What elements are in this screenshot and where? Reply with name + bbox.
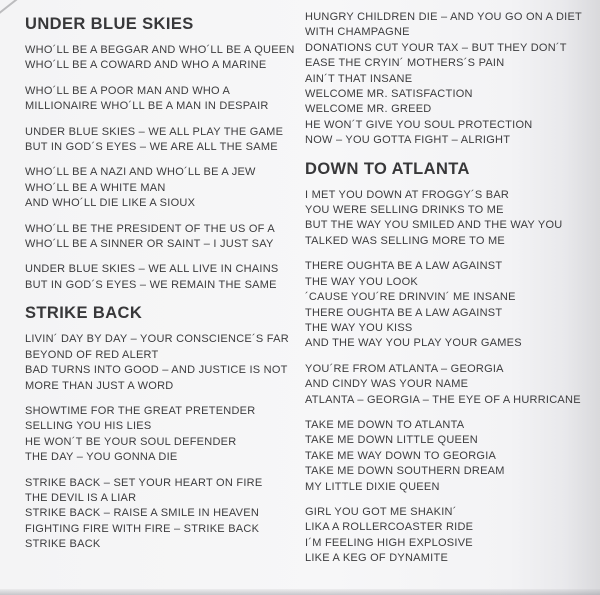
lyric-line: HUNGRY CHILDREN DIE – AND YOU GO ON A DIET <box>305 11 583 23</box>
lyric-line: HE WON´T BE YOUR SOUL DEFENDER <box>25 435 237 448</box>
lyric-line: HE WON´T GIVE YOU SOUL PROTECTION <box>305 118 533 131</box>
lyric-line: TALKED WAS SELLING MORE TO ME <box>305 234 505 247</box>
lyrics-stanza <box>305 10 593 149</box>
lyrics-stanza <box>305 362 593 408</box>
lyric-line: AIN´T THAT INSANE <box>305 72 413 85</box>
lyric-line: FIGHTING FIRE WITH FIRE – STRIKE BACK <box>25 522 260 535</box>
lyric-line: WHO´LL BE A NAZI AND WHO´LL BE A JEW <box>25 166 256 179</box>
lyric-line: WHO´LL BE A POOR MAN AND WHO A <box>25 84 231 97</box>
lyric-line: YOU WERE SELLING DRINKS TO ME <box>305 204 504 217</box>
lyric-line: I´M FEELING HIGH EXPLOSIVE <box>305 536 473 549</box>
lyrics-stanza <box>305 505 593 567</box>
lyric-line: THERE OUGHTA BE A LAW AGAINST <box>305 306 503 319</box>
lyric-line: TAKE ME DOWN LITTLE QUEEN <box>305 434 478 447</box>
lyric-line: EASE THE CRYIN´ MOTHERS´S PAIN <box>305 57 505 70</box>
lyric-line: BUT IN GOD´S EYES – WE ARE ALL THE SAME <box>25 141 278 154</box>
lyric-line: MORE THAN JUST A WORD <box>25 379 174 392</box>
lyrics-stanza <box>25 262 297 293</box>
lyric-line: GIRL YOU GOT ME SHAKIN´ <box>305 505 457 518</box>
lyrics-stanza <box>25 222 297 253</box>
lyrics-stanza <box>25 43 297 74</box>
lyric-line: STRIKE BACK – SET YOUR HEART ON FIRE <box>25 476 263 489</box>
lyric-line: WHO´LL BE A COWARD AND WHO A MARINE <box>25 59 267 72</box>
lyric-line: WHO´LL BE A WHITE MAN <box>25 181 166 194</box>
lyric-line: NOW – YOU GOTTA FIGHT – ALRIGHT <box>305 134 511 147</box>
lyric-line: THE WAY YOU LOOK <box>305 275 419 288</box>
lyric-line: BAD TURNS INTO GOOD – AND JUSTICE IS NOT <box>25 364 288 377</box>
lyric-line: LIVIN´ DAY BY DAY – YOUR CONSCIENCE´S FAR <box>25 333 289 346</box>
lyrics-stanza <box>25 165 297 211</box>
lyrics-stanza <box>305 418 593 495</box>
lyrics-stanza <box>25 476 297 553</box>
lyrics-stanza <box>305 259 593 351</box>
lyrics-column-left <box>25 14 297 563</box>
lyric-line: ´CAUSE YOU´RE DRINVIN´ ME INSANE <box>305 291 516 304</box>
lyric-line: MY LITTLE DIXIE QUEEN <box>305 480 440 493</box>
song-title: UNDER BLUE SKIES <box>25 15 194 33</box>
lyric-line: UNDER BLUE SKIES – WE ALL LIVE IN CHAINS <box>25 263 279 276</box>
lyric-line: WELCOME MR. SATISFACTION <box>305 88 473 101</box>
lyric-line: SHOWTIME FOR THE GREAT PRETENDER <box>25 404 256 417</box>
lyric-line: I MET YOU DOWN AT FROGGY´S BAR <box>305 188 510 201</box>
song-title: STRIKE BACK <box>25 304 143 323</box>
lyrics-stanza <box>25 332 297 394</box>
lyric-line: THERE OUGHTA BE A LAW AGAINST <box>305 260 503 273</box>
lyric-line: UNDER BLUE SKIES – WE ALL PLAY THE GAME <box>25 125 284 138</box>
lyric-line: BEYOND OF RED ALERT <box>25 348 159 361</box>
lyric-line: WHO´LL BE A SINNER OR SAINT – I JUST SAY <box>25 238 274 251</box>
lyric-line: WELCOME MR. GREED <box>305 103 432 116</box>
lyric-line: DONATIONS CUT YOUR TAX – BUT THEY DON´T <box>305 41 567 54</box>
lyrics-stanza <box>25 404 297 466</box>
lyric-line: YOU´RE FROM ATLANTA – GEORGIA <box>305 362 504 375</box>
lyric-line: BUT IN GOD´S EYES – WE REMAIN THE SAME <box>25 278 277 291</box>
scan-crease-mark <box>0 0 18 16</box>
lyric-line: WHO´LL BE A BEGGAR AND WHO´LL BE A QUEEN <box>25 44 295 56</box>
lyric-line: LIKE A KEG OF DYNAMITE <box>305 552 449 565</box>
lyric-line: TAKE ME DOWN SOUTHERN DREAM <box>305 465 505 478</box>
lyric-line: THE DAY – YOU GONNA DIE <box>25 451 178 464</box>
lyric-line: ATLANTA – GEORGIA – THE EYE OF A HURRICANE <box>305 393 581 406</box>
lyric-line: THE WAY YOU KISS <box>305 321 413 334</box>
lyric-line: STRIKE BACK <box>25 538 101 551</box>
lyrics-stanza <box>305 188 593 250</box>
lyrics-column-right <box>305 10 593 577</box>
lyric-line: AND WHO´LL DIE LIKE A SIOUX <box>25 197 196 210</box>
lyrics-stanza <box>25 84 297 115</box>
lyric-line: SELLING YOU HIS LIES <box>25 420 152 433</box>
lyric-line: AND CINDY WAS YOUR NAME <box>305 378 469 391</box>
lyric-line: AND THE WAY YOU PLAY YOUR GAMES <box>305 337 522 350</box>
lyric-line: WITH CHAMPAGNE <box>305 26 410 39</box>
lyric-line: TAKE ME DOWN TO ATLANTA <box>305 418 465 431</box>
lyric-line: STRIKE BACK – RAISE A SMILE IN HEAVEN <box>25 507 260 520</box>
lyric-line: BUT THE WAY YOU SMILED AND THE WAY YOU <box>305 219 563 232</box>
song-title: DOWN TO ATLANTA <box>305 159 470 178</box>
lyric-line: THE DEVIL IS A LIAR <box>25 491 137 504</box>
lyric-line: TAKE ME WAY DOWN TO GEORGIA <box>305 449 497 462</box>
lyric-line: LIKA A ROLLERCOASTER RIDE <box>305 521 474 534</box>
lyric-line: WHO´LL BE THE PRESIDENT OF THE US OF A <box>25 222 275 235</box>
lyric-line: MILLIONAIRE WHO´LL BE A MAN IN DESPAIR <box>25 100 269 113</box>
lyrics-stanza <box>25 125 297 156</box>
